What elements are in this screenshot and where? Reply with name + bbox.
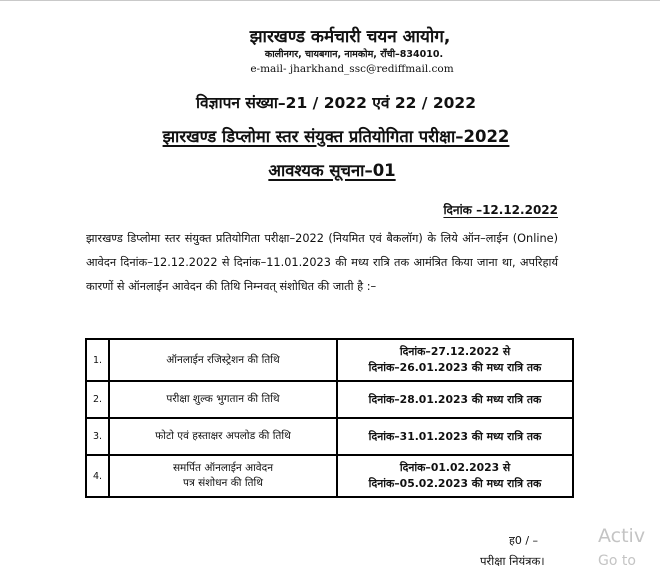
notice-title — [2, 158, 660, 181]
row-date: दिनांक–31.01.2023 की मध्य रात्रि तक — [337, 418, 573, 455]
signatory-designation: परीक्षा नियंत्रक। — [480, 554, 545, 568]
notice-title-text: आवश्यक सूचना–01 — [268, 161, 396, 180]
notice-paragraph: झारखण्ड डिप्लोमा स्तर संयुक्त प्रतियोगिता परीक्षा–2022 (नियमित एवं बैकलॉग) के लिये ऑन–लाईन (Online) आवेदन दिनांक–12.12.2022 से दिनांक–11.01.2023 की मध्य रात्रि तक आमंत्रित किया जाना था, अपरिहार्य कारणों से ऑनलाईन आवेदन की तिथि निम्नवत् संशोधित की जाती है :– — [86, 232, 558, 293]
row-date: दिनांक–01.02.2023 से दिनांक–05.02.2023 की मध्य रात्रि तक — [337, 455, 573, 497]
exam-title — [6, 124, 660, 147]
row-number: 1. — [86, 339, 109, 381]
top-border — [0, 0, 660, 1]
activation-watermark-line1: Activ — [598, 525, 646, 547]
notice-date: दिनांक –12.12.2022 — [443, 203, 558, 217]
table-row — [86, 418, 573, 455]
row-description: ऑनलाईन रजिस्ट्रेशन की तिथि — [109, 339, 337, 381]
row-description: परीक्षा शुल्क भुगतान की तिथि — [109, 381, 337, 418]
table-row — [86, 455, 573, 497]
activation-watermark-line2: Go to — [598, 553, 636, 569]
row-number: 2. — [86, 381, 109, 418]
row-number: 3. — [86, 418, 109, 455]
organization-name: झारखण्ड कर्मचारी चयन आयोग, — [249, 27, 451, 47]
organization-email: e-mail- jharkhand_ssc@rediffmail.com — [250, 63, 454, 75]
organization-address: कालीनगर, चायबगान, नामकोम, राँची–834010. — [264, 49, 444, 60]
signature-mark: ह0 / – — [509, 534, 539, 547]
exam-title-text: झारखण्ड डिप्लोमा स्तर संयुक्त प्रतियोगिता परीक्षा–2022 — [162, 127, 510, 146]
row-date: दिनांक–27.12.2022 से दिनांक–26.01.2023 की मध्य रात्रि तक — [337, 339, 573, 381]
advertisement-number: विज्ञापन संख्या–21 / 2022 एवं 22 / 2022 — [196, 94, 476, 112]
table-row — [86, 339, 573, 381]
row-date: दिनांक–28.01.2023 की मध्य रात्रि तक — [337, 381, 573, 418]
table-row — [86, 381, 573, 418]
row-description: फोटो एवं हस्ताक्षर अपलोड की तिथि — [109, 418, 337, 455]
schedule-table — [85, 338, 574, 498]
row-description: समर्पित ऑनलाईन आवेदन पत्र संशोधन की तिथि — [109, 455, 337, 497]
row-number: 4. — [86, 455, 109, 497]
